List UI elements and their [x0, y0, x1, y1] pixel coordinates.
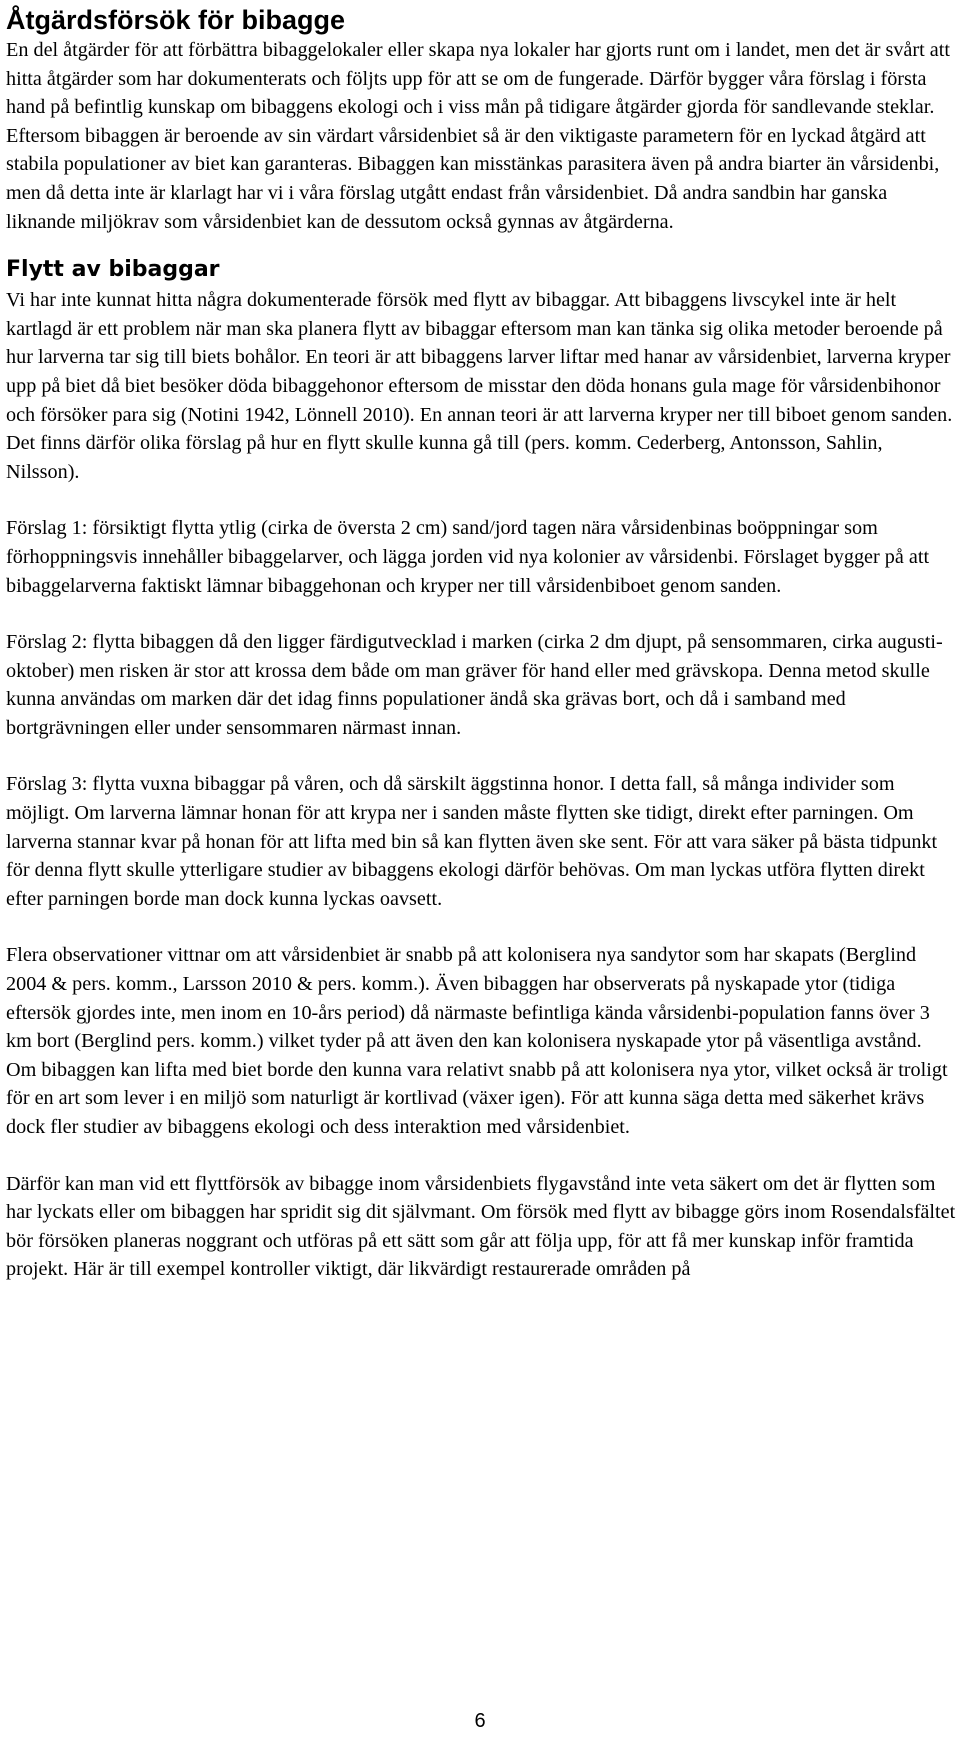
paragraph-flytt: Vi har inte kunnat hitta några dokumenterade försök med flytt av bibaggar. Att bibaggens livscykel inte är helt kartlagd är ett problem när man ska planera flytt av bibaggar eftersom man kan tänka sig olika metoder beroende på hur larverna tar sig till biets bohålor. En teori är att bibaggens larver liftar med hanar av vårsidenbiet, larverna kryper upp på biet då biet besöker döda bibaggehonor eftersom de misstar den döda honans gula mage för vårsidenbihonor och försöker para sig (Notini 1942, Lönnell 2010). En annan teori är att larverna kryper ner till biboet genom sanden. Det finns därför olika förslag på hur en flytt skulle kunna gå till (pers. komm. Cederberg, Antonsson, Sahlin, Nilsson).	[6, 289, 953, 483]
paragraph-forslag-3: Förslag 3: flytta vuxna bibaggar på våren, och då särskilt äggstinna honor. I detta fall, så många individer som möjligt. Om larverna lämnar honan för att krypa ner i sanden måste flytten ske tidigt, direkt efter parningen. Om larverna stannar kvar på honan för att lifta med bin så kan flytten även ske sent. För att vara säker på bästa tidpunkt för denna flytt skulle ytterligare studier av bibaggens ekologi därför behövas. Om man lyckas utföra flytten direkt efter parningen borde man dock kunna lyckas oavsett.	[6, 773, 938, 910]
paragraph-forslag-1: Förslag 1: försiktigt flytta ytlig (cirka de översta 2 cm) sand/jord tagen nära vårsidenbinas boöppningar som förhoppningsvis innehåller bibaggelarver, och lägga jorden vid nya kolonier av vårsidenbi. Förslaget bygger på att bibaggelarverna faktiskt lämnar bibaggehonan och kryper ner till vårsidenbiboet genom sanden.	[6, 517, 930, 597]
paragraph-darfor: Därför kan man vid ett flyttförsök av bibagge inom vårsidenbiets flygavstånd inte veta säkert om det är flytten som har lyckats eller om bibaggen har spridit sig dit självmant. Om försök med flytt av bibagge görs inom Rosendalsfältet bör försöken planeras noggrant och utföras på ett sätt som går att följa upp, för att få mer kunskap inför framtida projekt. Här är till exempel kontroller viktigt, där likvärdigt restaurerade områden på	[6, 1172, 956, 1281]
page-number: 6	[474, 1710, 486, 1732]
document-page	[6, 0, 956, 1284]
page-title: Åtgärdsförsök för bibagge	[6, 5, 346, 35]
section-heading: Flytt av bibaggar	[6, 257, 220, 283]
intro-paragraph: En del åtgärder för att förbättra bibaggelokaler eller skapa nya lokaler har gjorts runt om i landet, men det är svårt att hitta åtgärder som har dokumenterats och följts upp för att se om de fungerade. Därför bygger våra förslag i första hand på befintlig kunskap om bibaggens ekologi och i viss mån på tidigare åtgärder gjorda för sandlevande steklar. Eftersom bibaggen är beroende av sin värdart vårsidenbiet så är den viktigaste parametern för en lyckad åtgärd att stabila populationer av biet kan garanteras. Bibaggen kan misstänkas parasitera även på andra biarter än vårsidenbi, men då detta inte är klarlagt har vi i våra förslag utgått endast från vårsidenbiet. Då andra sandbin har ganska liknande miljökrav som vårsidenbiet kan de dessutom också gynnas av åtgärderna.	[6, 39, 950, 233]
paragraph-observationer: Flera observationer vittnar om att vårsidenbiet är snabb på att kolonisera nya sandytor som har skapats (Berglind 2004 & pers. komm., Larsson 2010 & pers. komm.). Även bibaggen har observerats på nyskapade ytor (tidiga eftersök gjordes inte, men inom en 10-års period) då närmaste befintliga kända vårsidenbi-population fanns över 3 km bort (Berglind pers. komm.) vilket tyder på att även den kan kolonisera nyskapade ytor på väsentliga avstånd. Om bibaggen kan lifta med biet borde den kunna vara relativt snabb på att kolonisera nya ytor, vilket också är troligt för en art som lever i en miljö som naturligt är kortlivad (växer igen). För att kunna säga detta med säkerhet krävs dock fler studier av bibaggens ekologi och dess interaktion med vårsidenbiet.	[6, 944, 948, 1138]
paragraph-forslag-2: Förslag 2: flytta bibaggen då den ligger färdigutvecklad i marken (cirka 2 dm djupt, på sensommaren, cirka augusti-oktober) men risken är stor att krossa dem både om man gräver för hand eller med grävskopa. Denna metod skulle kunna användas om marken där det idag finns populationer ändå ska grävas bort, och då i samband med bortgrävningen eller under sensommaren närmast innan.	[6, 631, 943, 739]
